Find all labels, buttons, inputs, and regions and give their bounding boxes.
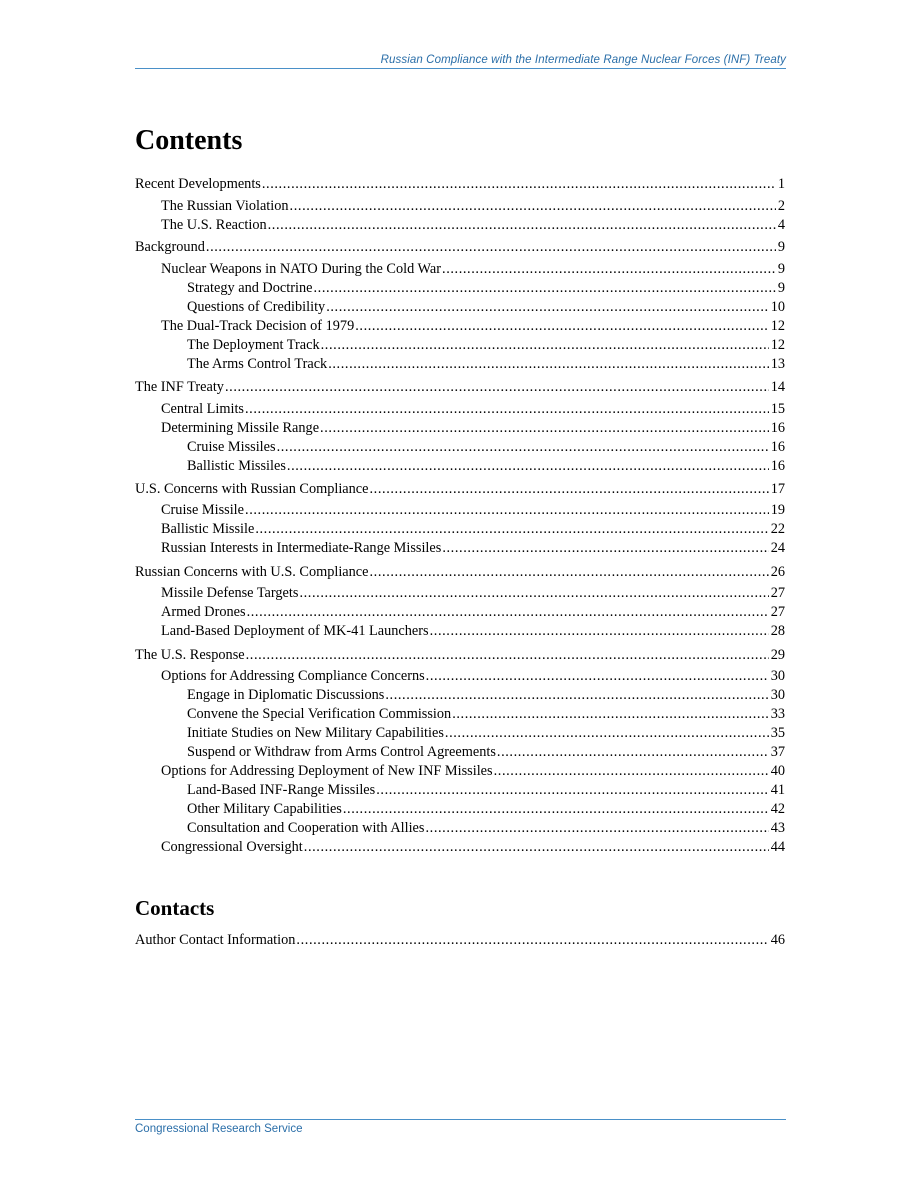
toc-entry-label: The U.S. Response — [135, 647, 245, 663]
toc-entry-label: U.S. Concerns with Russian Compliance — [135, 481, 369, 497]
toc-entry-label: Cruise Missiles — [187, 439, 276, 455]
toc-entry-label: Consultation and Cooperation with Allies — [187, 820, 425, 836]
toc-entry-label: Convene the Special Verification Commission — [187, 706, 452, 722]
toc-entry-page-number: 22 — [770, 521, 785, 537]
toc-entry[interactable] — [135, 456, 785, 476]
toc-entry[interactable] — [135, 500, 785, 520]
toc-entry-page-number: 28 — [770, 623, 785, 639]
toc-entry-label: Armed Drones — [161, 604, 246, 620]
toc-entry-page-number: 40 — [770, 763, 785, 779]
toc-dot-leader — [245, 500, 769, 520]
toc-entry[interactable] — [135, 723, 785, 743]
toc-dot-leader — [343, 799, 769, 819]
toc-entry-page-number: 30 — [770, 687, 785, 703]
toc-entry-page-number: 24 — [770, 540, 785, 556]
toc-entry-label: Questions of Credibility — [187, 299, 326, 315]
toc-entry[interactable] — [135, 583, 785, 603]
toc-dot-leader — [442, 538, 768, 558]
toc-entry[interactable] — [135, 237, 785, 257]
toc-entry-page-number: 19 — [770, 502, 785, 518]
toc-entry-page-number: 15 — [770, 401, 785, 417]
toc-entry-label: Engage in Diplomatic Discussions — [187, 687, 385, 703]
toc-entry[interactable] — [135, 602, 785, 622]
toc-entry[interactable] — [135, 930, 785, 950]
toc-entry-page-number: 9 — [777, 239, 785, 255]
toc-entry-page-number: 30 — [770, 668, 785, 684]
toc-entry[interactable] — [135, 621, 785, 641]
toc-entry-page-number: 43 — [770, 820, 785, 836]
toc-entry-label: Russian Interests in Intermediate-Range Missiles — [161, 540, 442, 556]
header-rule — [135, 68, 786, 69]
toc-dot-leader — [296, 930, 768, 950]
toc-entry-page-number: 37 — [770, 744, 785, 760]
toc-entry-page-number: 27 — [770, 585, 785, 601]
toc-dot-leader — [445, 723, 769, 743]
toc-entry-page-number: 16 — [770, 420, 785, 436]
toc-entry-page-number: 12 — [770, 318, 785, 334]
toc-entry-page-number: 46 — [770, 932, 785, 948]
toc-entry[interactable] — [135, 259, 785, 279]
toc-entry-label: Suspend or Withdraw from Arms Control Agreements — [187, 744, 496, 760]
toc-entry[interactable] — [135, 354, 785, 374]
toc-dot-leader — [321, 335, 769, 355]
toc-entry-page-number: 9 — [777, 280, 785, 296]
toc-dot-leader — [225, 377, 769, 397]
toc-dot-leader — [430, 621, 769, 641]
toc-entry[interactable] — [135, 742, 785, 762]
toc-entry-label: Nuclear Weapons in NATO During the Cold War — [161, 261, 442, 277]
toc-entry-page-number: 29 — [770, 647, 785, 663]
toc-entry-page-number: 13 — [770, 356, 785, 372]
toc-dot-leader — [452, 704, 769, 724]
toc-entry-page-number: 33 — [770, 706, 785, 722]
toc-dot-leader — [426, 666, 769, 686]
contents-heading: Contents — [135, 125, 243, 156]
toc-entry-label: Land-Based Deployment of MK-41 Launchers — [161, 623, 429, 639]
toc-entry[interactable] — [135, 437, 785, 457]
toc-dot-leader — [277, 437, 769, 457]
toc-entry[interactable] — [135, 761, 785, 781]
toc-entry-label: Russian Concerns with U.S. Compliance — [135, 564, 369, 580]
toc-dot-leader — [247, 602, 769, 622]
toc-entry[interactable] — [135, 335, 785, 355]
toc-dot-leader — [320, 418, 769, 438]
toc-entry-label: Options for Addressing Compliance Concerns — [161, 668, 425, 684]
toc-entry-page-number: 10 — [770, 299, 785, 315]
toc-dot-leader — [290, 196, 776, 216]
toc-entry[interactable] — [135, 780, 785, 800]
toc-entry-page-number: 4 — [777, 217, 785, 233]
toc-dot-leader — [376, 780, 768, 800]
toc-entry-label: The Arms Control Track — [187, 356, 328, 372]
toc-entry-page-number: 35 — [770, 725, 785, 741]
toc-dot-leader — [304, 837, 769, 857]
toc-entry-label: Cruise Missile — [161, 502, 245, 518]
toc-entry-label: The Russian Violation — [161, 198, 289, 214]
toc-dot-leader — [355, 316, 768, 336]
toc-dot-leader — [442, 259, 776, 279]
toc-dot-leader — [245, 399, 769, 419]
toc-entry[interactable] — [135, 418, 785, 438]
toc-entry-label: Determining Missile Range — [161, 420, 320, 436]
toc-entry-page-number: 2 — [777, 198, 785, 214]
toc-entry-label: Other Military Capabilities — [187, 801, 342, 817]
toc-dot-leader — [246, 645, 769, 665]
footer-text: Congressional Research Service — [135, 1123, 303, 1135]
toc-entry-page-number: 26 — [770, 564, 785, 580]
toc-dot-leader — [370, 479, 769, 499]
toc-entry-label: Initiate Studies on New Military Capabilities — [187, 725, 444, 741]
toc-dot-leader — [370, 562, 769, 582]
toc-entry[interactable] — [135, 297, 785, 317]
toc-entry[interactable] — [135, 399, 785, 419]
toc-entry[interactable] — [135, 316, 785, 336]
toc-entry-page-number: 16 — [770, 458, 785, 474]
toc-entry[interactable] — [135, 538, 785, 558]
toc-entry[interactable] — [135, 215, 785, 235]
toc-entry-page-number: 42 — [770, 801, 785, 817]
toc-entry[interactable] — [135, 278, 785, 298]
toc-dot-leader — [313, 278, 775, 298]
running-header: Russian Compliance with the Intermediate Range Nuclear Forces (INF) Treaty — [380, 54, 786, 66]
toc-entry-page-number: 44 — [770, 839, 785, 855]
toc-entry[interactable] — [135, 196, 785, 216]
toc-entry-label: Recent Developments — [135, 176, 261, 192]
toc-entry[interactable] — [135, 479, 785, 499]
toc-entry-label: Background — [135, 239, 205, 255]
toc-entry[interactable] — [135, 837, 785, 857]
toc-entry[interactable] — [135, 562, 785, 582]
toc-entry-label: Missile Defense Targets — [161, 585, 299, 601]
footer-rule — [135, 1119, 786, 1120]
toc-dot-leader — [299, 583, 768, 603]
contacts-heading: Contacts — [135, 896, 215, 920]
toc-entry-label: Author Contact Information — [135, 932, 296, 948]
toc-entry-page-number: 16 — [770, 439, 785, 455]
toc-entry-page-number: 9 — [777, 261, 785, 277]
toc-entry-label: The INF Treaty — [135, 379, 224, 395]
toc-dot-leader — [494, 761, 769, 781]
toc-dot-leader — [328, 354, 769, 374]
toc-dot-leader — [206, 237, 776, 257]
toc-entry-page-number: 17 — [770, 481, 785, 497]
toc-entry[interactable] — [135, 645, 785, 665]
toc-dot-leader — [326, 297, 769, 317]
toc-dot-leader — [497, 742, 769, 762]
toc-entry-label: The Deployment Track — [187, 337, 320, 353]
toc-entry[interactable] — [135, 818, 785, 838]
toc-entry-label: Central Limits — [161, 401, 244, 417]
toc-entry-label: Ballistic Missiles — [187, 458, 286, 474]
toc-entry-label: Congressional Oversight — [161, 839, 303, 855]
toc-entry[interactable] — [135, 174, 785, 194]
toc-entry-page-number: 1 — [777, 176, 785, 192]
toc-entry-label: Strategy and Doctrine — [187, 280, 313, 296]
toc-entry-label: The U.S. Reaction — [161, 217, 267, 233]
toc-entry-label: Land-Based INF-Range Missiles — [187, 782, 376, 798]
toc-entry[interactable] — [135, 704, 785, 724]
toc-entry-label: The Dual-Track Decision of 1979 — [161, 318, 355, 334]
toc-dot-leader — [268, 215, 776, 235]
toc-dot-leader — [255, 519, 768, 539]
toc-entry[interactable] — [135, 519, 785, 539]
toc-entry[interactable] — [135, 799, 785, 819]
toc-entry-page-number: 12 — [770, 337, 785, 353]
toc-entry[interactable] — [135, 666, 785, 686]
toc-entry-page-number: 41 — [770, 782, 785, 798]
toc-entry[interactable] — [135, 685, 785, 705]
toc-dot-leader — [262, 174, 776, 194]
toc-entry[interactable] — [135, 377, 785, 397]
toc-entry-page-number: 27 — [770, 604, 785, 620]
toc-dot-leader — [425, 818, 768, 838]
toc-dot-leader — [287, 456, 769, 476]
toc-entry-label: Options for Addressing Deployment of New INF Missiles — [161, 763, 493, 779]
toc-entry-label: Ballistic Missile — [161, 521, 255, 537]
toc-entry-page-number: 14 — [770, 379, 785, 395]
toc-dot-leader — [385, 685, 768, 705]
